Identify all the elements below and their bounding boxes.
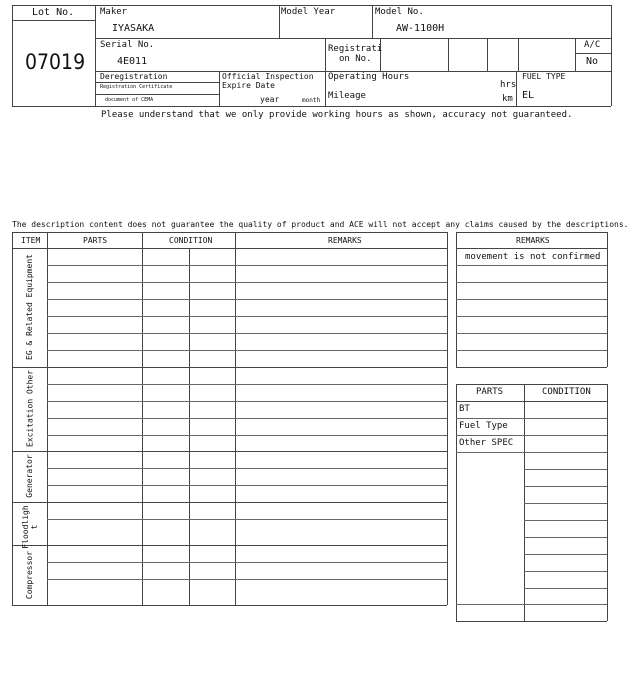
model-no-label: Model No.	[375, 7, 424, 17]
registration-label-1: Registrati	[328, 44, 383, 54]
cema-document-label: document of CEMA	[105, 97, 154, 103]
operating-hours-label: Operating Hours	[328, 72, 410, 82]
lot-label: Lot No.	[32, 7, 75, 18]
remarks-header: REMARKS	[516, 236, 550, 245]
km-label: km	[502, 94, 513, 104]
parts-row-bt: BT	[459, 404, 470, 414]
registration-label-2: on No.	[339, 54, 372, 64]
ac-value: No	[586, 56, 599, 67]
header-condition: CONDITION	[169, 236, 213, 245]
header-item: ITEM	[21, 236, 41, 245]
lot-number: 07019	[25, 50, 86, 74]
section-floodlight: Floodlight	[21, 505, 39, 549]
remarks-first-row: movement is not confirmed	[465, 252, 601, 262]
serial-value: 4E011	[117, 56, 148, 67]
fuel-type-value: EL	[522, 90, 535, 101]
model-year-label: Model Year	[281, 7, 336, 17]
maker-value: IYASAKA	[112, 23, 155, 34]
deregistration-label: Deregistration	[100, 72, 168, 81]
parts-row-fuel-type: Fuel Type	[459, 421, 508, 431]
parts-header: PARTS	[476, 387, 504, 397]
registration-certificate-label: Registration Certificate	[100, 84, 173, 90]
condition-header: CONDITION	[542, 387, 591, 397]
header-parts: PARTS	[83, 236, 108, 245]
accuracy-note: Please understand that we only provide working hours as shown, accuracy not guaranteed.	[101, 110, 573, 120]
maker-label: Maker	[100, 7, 128, 17]
expire-date-label: Expire Date	[222, 81, 275, 90]
month-label: month	[302, 97, 321, 104]
parts-row-other-spec: Other SPEC	[459, 438, 514, 448]
section-compressor: Compressor	[25, 550, 34, 600]
ac-label: A/C	[584, 40, 601, 50]
serial-label: Serial No.	[100, 40, 155, 50]
model-no-value: AW-1100H	[396, 23, 445, 34]
mileage-label: Mileage	[328, 91, 366, 101]
header-remarks: REMARKS	[328, 236, 362, 245]
year-label: year	[260, 95, 280, 104]
fuel-type-label: FUEL TYPE	[522, 72, 566, 81]
hrs-label: hrs	[500, 80, 517, 90]
section-excitation-other: Excitation Other	[25, 369, 35, 448]
official-inspection-label: Official Inspection	[222, 72, 314, 81]
section-eg-related-equipment: EG & Related Equipment	[25, 254, 34, 360]
disclaimer: The description content does not guarantee the quality of product and ACE will not accept any claims caused by the descriptions.	[12, 220, 629, 229]
section-generator: Generator	[25, 454, 34, 498]
